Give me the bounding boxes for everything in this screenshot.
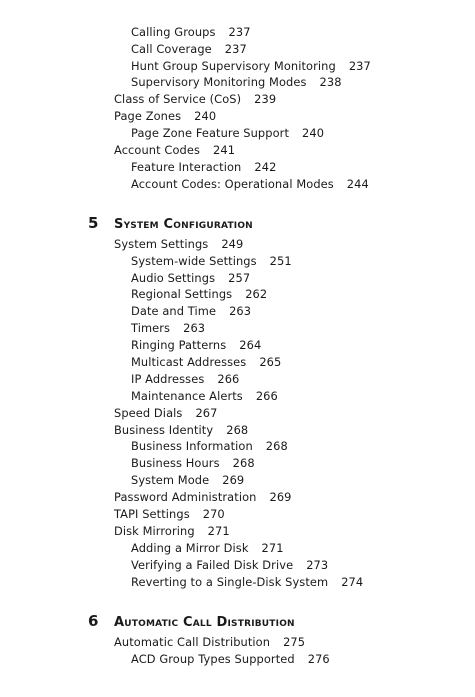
toc-entry-page: 240 <box>194 109 217 123</box>
chapter-number: 5 <box>88 214 99 232</box>
toc-entry-page: 237 <box>348 59 371 73</box>
toc-entry-page: 265 <box>259 355 282 369</box>
toc-entry[interactable] <box>131 177 369 191</box>
toc-entry-title: Page Zone Feature Support <box>131 126 290 140</box>
toc-entry[interactable] <box>131 75 342 89</box>
toc-entry-title: TAPI Settings <box>114 507 190 521</box>
toc-entry-page: 237 <box>224 42 247 56</box>
toc-entry-title: Calling Groups <box>131 25 216 39</box>
chapter-title: System Configuration <box>114 217 253 232</box>
toc-entry-title: System Settings <box>114 237 209 251</box>
toc-entry[interactable] <box>131 372 239 386</box>
toc-entry-page: 267 <box>195 406 218 420</box>
toc-entry-page: 244 <box>346 177 369 191</box>
toc-entry[interactable] <box>131 575 363 589</box>
toc-entry-page: 241 <box>213 143 236 157</box>
toc-entry-page: 270 <box>202 507 225 521</box>
toc-entry-page: 264 <box>239 338 262 352</box>
chapter-heading[interactable] <box>88 611 295 630</box>
toc-entry[interactable] <box>131 304 251 318</box>
toc-entry[interactable] <box>114 143 235 157</box>
toc-entry[interactable] <box>131 42 247 56</box>
toc-entry[interactable] <box>131 456 255 470</box>
toc-entry-page: 275 <box>283 635 306 649</box>
toc-entry-title: IP Addresses <box>131 372 205 386</box>
toc-entry-page: 268 <box>226 423 249 437</box>
toc-entry-title: Call Coverage <box>131 42 212 56</box>
toc-entry-title: Regional Settings <box>131 287 233 301</box>
toc-entry-page: 262 <box>245 287 268 301</box>
toc-entry[interactable] <box>131 160 276 174</box>
toc-entry[interactable] <box>114 507 225 521</box>
toc-entry[interactable] <box>131 558 328 572</box>
toc-entry-page: 269 <box>269 490 292 504</box>
toc-entry[interactable] <box>114 490 292 504</box>
toc-entry-page: 263 <box>229 304 252 318</box>
toc-entry-page: 274 <box>341 575 364 589</box>
toc-entry-title: Disk Mirroring <box>114 524 195 538</box>
toc-entry-page: 237 <box>228 25 251 39</box>
toc-entry[interactable] <box>131 126 324 140</box>
toc-entry-page: 239 <box>254 92 277 106</box>
chapter-number: 6 <box>88 612 99 630</box>
toc-entry[interactable] <box>114 237 243 251</box>
toc-entry-page: 268 <box>265 439 288 453</box>
toc-entry-page: 238 <box>319 75 342 89</box>
toc-entry-page: 266 <box>255 389 278 403</box>
toc-entry-title: Speed Dials <box>114 406 183 420</box>
toc-entry[interactable] <box>131 287 267 301</box>
toc-entry[interactable] <box>131 389 278 403</box>
toc-entry-page: 273 <box>306 558 329 572</box>
toc-entry-page: 251 <box>269 254 292 268</box>
toc-entry-title: Adding a Mirror Disk <box>131 541 249 555</box>
toc-entry-title: Supervisory Monitoring Modes <box>131 75 307 89</box>
toc-entry-title: Date and Time <box>131 304 217 318</box>
toc-entry[interactable] <box>114 109 216 123</box>
chapter-title: Automatic Call Distribution <box>114 615 295 630</box>
toc-entry-page: 268 <box>232 456 255 470</box>
toc-entry[interactable] <box>114 406 218 420</box>
toc-entry-page: 266 <box>217 372 240 386</box>
toc-entry[interactable] <box>131 271 250 285</box>
toc-entry-title: Maintenance Alerts <box>131 389 243 403</box>
toc-entry[interactable] <box>131 473 244 487</box>
toc-entry[interactable] <box>131 355 281 369</box>
toc-entry[interactable] <box>131 541 284 555</box>
toc-entry-title: Business Hours <box>131 456 220 470</box>
toc-entry-title: Audio Settings <box>131 271 216 285</box>
toc-entry[interactable] <box>131 254 292 268</box>
toc-entry-title: Class of Service (CoS) <box>114 92 242 106</box>
toc-entry-title: Timers <box>131 321 171 335</box>
toc-entry-title: Verifying a Failed Disk Drive <box>131 558 294 572</box>
toc-entry-title: Automatic Call Distribution <box>114 635 271 649</box>
toc-entry-title: Reverting to a Single-Disk System <box>131 575 329 589</box>
toc-entry-page: 249 <box>221 237 244 251</box>
toc-entry-title: System Mode <box>131 473 210 487</box>
toc-entry-title: Business Identity <box>114 423 214 437</box>
toc-entry-title: Business Information <box>131 439 253 453</box>
toc-entry-title: Account Codes: Operational Modes <box>131 177 334 191</box>
toc-entry-title: Hunt Group Supervisory Monitoring <box>131 59 336 73</box>
toc-entry-page: 240 <box>302 126 325 140</box>
chapter-heading[interactable] <box>88 213 253 232</box>
toc-entry-title: Feature Interaction <box>131 160 242 174</box>
toc-entry-page: 257 <box>228 271 251 285</box>
toc-entry-page: 271 <box>261 541 284 555</box>
toc-entry[interactable] <box>114 635 305 649</box>
toc-entry-title: ACD Group Types Supported <box>131 652 295 666</box>
toc-entry-title: System-wide Settings <box>131 254 257 268</box>
toc-entry[interactable] <box>131 59 371 73</box>
toc-entry[interactable] <box>131 439 288 453</box>
toc-entry-title: Multicast Addresses <box>131 355 247 369</box>
toc-entry-title: Ringing Patterns <box>131 338 227 352</box>
toc-entry[interactable] <box>114 524 230 538</box>
toc-entry-page: 263 <box>183 321 206 335</box>
toc-entry-title: Page Zones <box>114 109 182 123</box>
toc-entry-page: 276 <box>307 652 330 666</box>
toc-entry[interactable] <box>131 25 251 39</box>
toc-entry[interactable] <box>114 423 248 437</box>
toc-entry-page: 269 <box>222 473 245 487</box>
toc-entry-title: Password Administration <box>114 490 257 504</box>
toc-entry[interactable] <box>131 652 330 666</box>
toc-entry[interactable] <box>131 321 205 335</box>
toc-entry-page: 242 <box>254 160 277 174</box>
toc-entry[interactable] <box>114 92 276 106</box>
toc-entry-page: 271 <box>207 524 230 538</box>
toc-entry-title: Account Codes <box>114 143 201 157</box>
toc-entry[interactable] <box>131 338 261 352</box>
